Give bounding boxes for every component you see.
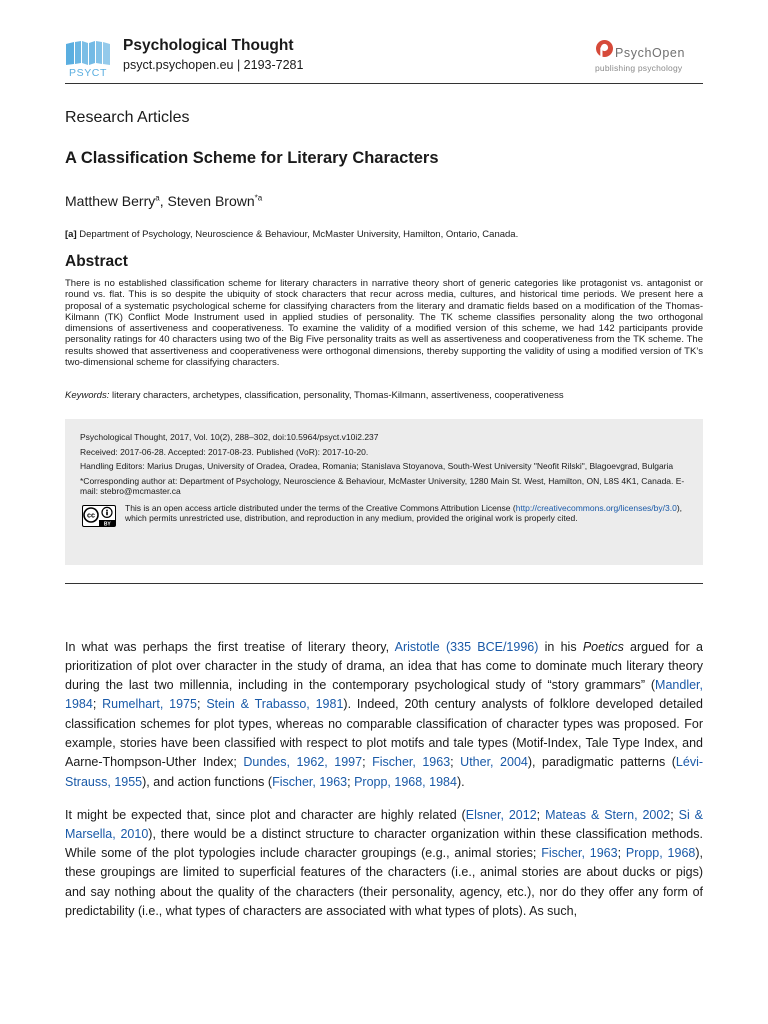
- publisher-tagline: publishing psychology: [595, 63, 683, 73]
- paragraph-text: ;: [450, 755, 461, 770]
- journal-title: Psychological Thought: [123, 37, 294, 54]
- author-list: Matthew Berry$^a$, Steven Brown$^{*a}$: [65, 193, 263, 209]
- cc-badge-text: cc: [87, 510, 95, 520]
- citation-link[interactable]: Propp, 1968: [625, 846, 696, 861]
- citation-link[interactable]: Uther, 2004: [460, 755, 528, 770]
- paragraph-text: in his: [538, 639, 583, 654]
- paragraph-text: ;: [362, 755, 373, 770]
- citation-link[interactable]: Mandler, 1984: [65, 678, 703, 712]
- citation-link[interactable]: Stein & Trabasso, 1981: [206, 697, 344, 712]
- editors-line: Handling Editors: Marius Drugas, University of Oradea, Oradea, Romania; Stanislava Stoyanova, South-West University "Neofit Rilski", Blagoevgrad, Bulgaria: [80, 461, 674, 471]
- corresponding-author: *Corresponding author at: Department of Psychology, Neuroscience & Behaviour, McMaster University, 1280 Main St. West, Hamilton, ON, L8S 4K1, Canada. E-mail: stebro@mcmaster.ca: [80, 475, 685, 496]
- publisher-name: PsychOpen: [615, 46, 686, 60]
- keywords-label: Keywords:: [65, 390, 110, 401]
- citation-link[interactable]: Lévi-Strauss, 1955: [65, 755, 704, 789]
- paragraph-text: ;: [196, 697, 207, 712]
- affiliation: [65, 229, 518, 240]
- paragraph-text: ), there would be a distinct structure to character organization within these classification methods. While some of the plot typologies include character groupings (e.g., animal stories;: [65, 826, 703, 861]
- citation-link[interactable]: Si & Marsella, 2010: [65, 807, 704, 841]
- paragraph-text: ), and action functions (: [142, 774, 273, 789]
- author-mark: *a: [254, 193, 263, 203]
- license-text-start: This is an open access article distributed under the terms of the Creative Commons Attribution License (: [125, 502, 516, 513]
- psyct-book-logo-icon[interactable]: [65, 39, 111, 77]
- section-divider: [65, 583, 703, 584]
- paragraph-text: ;: [92, 697, 103, 712]
- paragraph-text: ;: [670, 807, 679, 822]
- license-row: [80, 503, 688, 539]
- citation-link[interactable]: Mateas & Stern, 2002: [545, 807, 671, 822]
- citation-link[interactable]: Dundes, 1962, 1997: [243, 755, 363, 770]
- dates-line: Received: 2017-06-28. Accepted: 2017-08-23. Published (VoR): 2017-10-20.: [80, 446, 369, 457]
- keywords-list: literary characters, archetypes, classification, personality, Thomas-Kilmann, assertiveness, cooperativeness: [109, 390, 564, 401]
- paragraph-text: argued for a prioritization of plot over character in the study of drama, an idea that has come to dominate much literary theory during the last two millennia, including in the contemporary psychological study of “story grammars” (: [65, 639, 703, 693]
- author-name[interactable]: Steven Brown: [167, 193, 255, 209]
- paragraph-text: ), these groupings are limited to superficial features of the characters (i.e., animal stories are about ducks or pigs) and say nothing about the quality of the characters (their personality, agency, etc.), nor do they offer any form of predictability (i.e., what types of characters are associated with what types of plots). As such,: [65, 846, 704, 918]
- affiliation-text: Department of Psychology, Neuroscience & Behaviour, McMaster University, Hamilton, Ontario, Canada.: [76, 229, 519, 240]
- cc-by-license-icon[interactable]: [82, 505, 116, 527]
- body-paragraph-1: [65, 638, 703, 792]
- paragraph-text: ;: [536, 807, 546, 822]
- italic-title: Poetics: [582, 639, 624, 654]
- paragraph-text: ;: [617, 846, 626, 861]
- by-badge-text: BY: [103, 521, 111, 527]
- paragraph-text: In what was perhaps the first treatise of literary theory,: [65, 639, 395, 654]
- article-title: A Classification Scheme for Literary Characters: [65, 149, 439, 167]
- author-name[interactable]: Matthew Berry: [65, 193, 156, 209]
- psychopen-mark-icon: [595, 39, 615, 61]
- citation-link[interactable]: Propp, 1968, 1984: [354, 774, 457, 789]
- citation-line: Psychological Thought, 2017, Vol. 10(2), 288–302, doi:10.5964/psyct.v10i2.237: [80, 432, 379, 442]
- citation-link[interactable]: Elsner, 2012: [465, 807, 537, 822]
- article-metadata-box: [65, 419, 703, 565]
- abstract-heading: Abstract: [65, 253, 128, 270]
- citation-link[interactable]: Aristotle (335 BCE/1996): [394, 639, 539, 654]
- journal-url[interactable]: psyct.psychopen.eu | 2193-7281: [123, 58, 304, 72]
- keywords: [65, 390, 564, 401]
- paragraph-text: ;: [347, 774, 355, 789]
- citation-link[interactable]: Fischer, 1963: [541, 846, 618, 861]
- paragraph-text: It might be expected that, since plot and character are highly related (: [65, 807, 466, 822]
- paragraph-text: ). Indeed, 20th century analysts of folklore developed detailed classification schemes for plot types, whereas no comparable classification of character types was proposed. For example, stories have been classified with respect to plot motifs and tale types (Motif-Index, Tale Type Index, and Aarne-Thompson-Uther Index;: [65, 697, 704, 770]
- psyct-logo-text: PSYCT: [68, 67, 108, 77]
- psychopen-logo[interactable]: [595, 39, 697, 77]
- paragraph-text: ).: [456, 774, 465, 789]
- author-mark: a: [155, 193, 160, 203]
- section-label: Research Articles: [65, 109, 190, 126]
- license-text-end: ), which permits unrestricted use, distribution, and reproduction in any medium, provided the original work is properly cited.: [125, 502, 683, 523]
- citation-link[interactable]: Fischer, 1963: [272, 774, 348, 789]
- header-divider: [65, 83, 703, 84]
- license-text: [125, 503, 685, 524]
- abstract-text: There is no established classification scheme for literary characters in narrative theory short of generic categories like protagonist vs. antagonist or round vs. flat. This is so despite the ubiquity of stock characters that recur across media, cultures, and historical time periods. We present here a proposal of a systematic psychological scheme for classifying characters from the literary and dramatic fields based on a modification of the Thomas-Kilmann (TK) Conflict Mode Instrument used in applied studies of personality. The TK scheme classifies personality along the two orthogonal dimensions of assertiveness and cooperativeness. To examine the validity of a modified version of this scheme, we had 142 participants provide personality ratings for 40 characters using two of the Big Five personality traits as well as assertiveness and cooperativeness from the TK scheme. The results showed that assertiveness and cooperativeness were orthogonal dimensions, thereby supporting the validity of using a modified version of TK’s two-dimensional scheme for classifying characters.: [65, 278, 703, 369]
- body-paragraph-2: [65, 806, 703, 922]
- citation-link[interactable]: Rumelhart, 1975: [102, 697, 197, 712]
- license-link[interactable]: http://creativecommons.org/licenses/by/3.0: [515, 502, 677, 513]
- affiliation-mark: [a]: [65, 229, 77, 240]
- journal-header: [65, 36, 703, 76]
- citation-link[interactable]: Fischer, 1963: [372, 755, 451, 770]
- paragraph-text: ), paradigmatic patterns (: [527, 755, 676, 770]
